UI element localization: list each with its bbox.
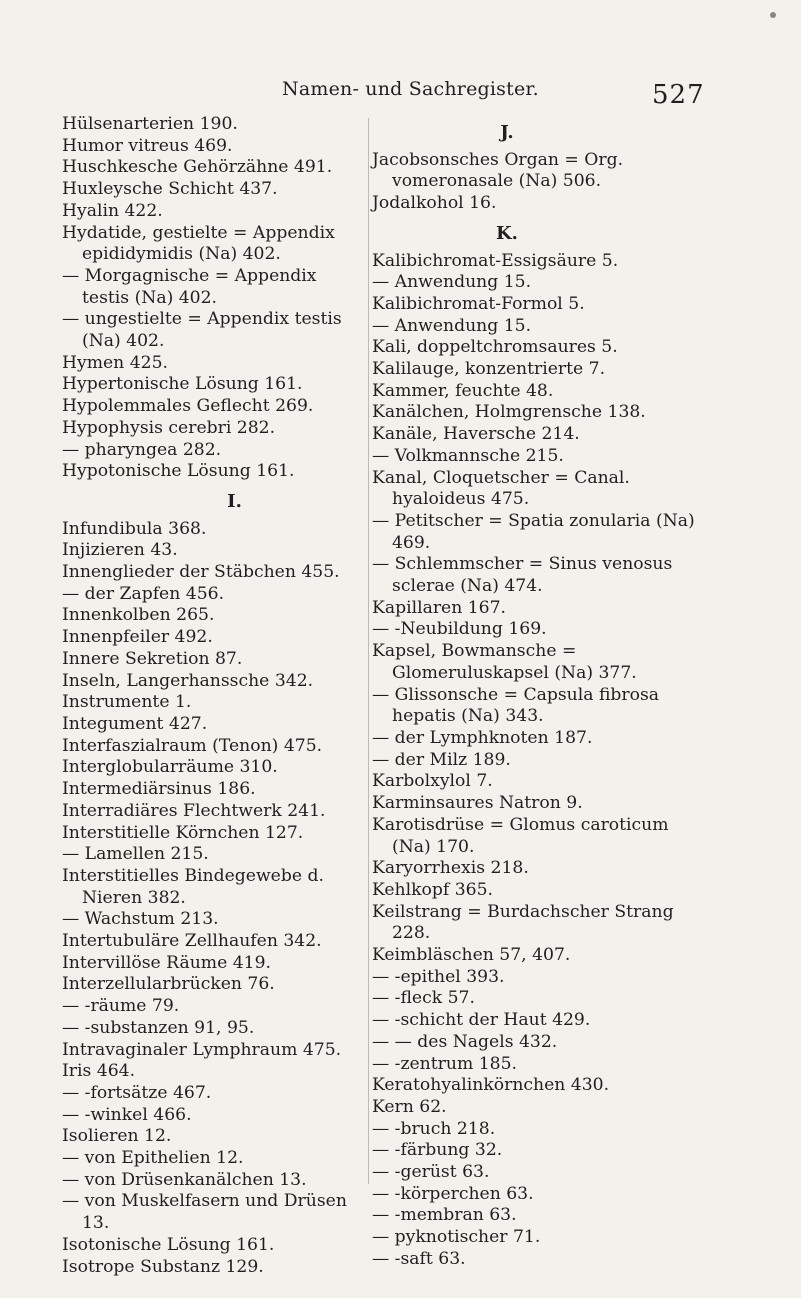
index-entry: Innenkolben 265. bbox=[62, 605, 215, 626]
index-entry: — ungestielte = Appendix testis (Na) 402. bbox=[62, 309, 342, 352]
index-entry: Intervillöse Räume 419. bbox=[62, 952, 272, 973]
index-entry: — pyknotischer 71. bbox=[372, 1227, 541, 1248]
index-entry: Hülsenarterien 190. bbox=[62, 114, 238, 134]
index-entry: Iris 464. bbox=[62, 1061, 136, 1082]
index-entry: Karminsaures Natron 9. bbox=[372, 793, 583, 814]
index-entry: — Morgagnische = Appendix testis (Na) 402. bbox=[62, 265, 317, 308]
index-entry: Isotonische Lösung 161. bbox=[62, 1234, 275, 1255]
index-entry: Kapsel, Bowmansche = Glomeruluskapsel (Na) 377. bbox=[372, 641, 637, 683]
index-entry: — -substanzen 91, 95. bbox=[62, 1017, 255, 1038]
index-entry: Innenglieder der Stäbchen 455. bbox=[62, 562, 340, 583]
index-entry: Kammer, feuchte 48. bbox=[372, 380, 554, 401]
index-entry: Intermediärsinus 186. bbox=[62, 779, 256, 800]
index-entry: — -schicht der Haut 429. bbox=[372, 1010, 591, 1031]
index-entry: — -körperchen 63. bbox=[372, 1183, 534, 1204]
index-entry: Interglobularräume 310. bbox=[62, 757, 278, 778]
index-entry: Interstitielle Körnchen 127. bbox=[62, 822, 304, 843]
index-entry: Kalilauge, konzentrierte 7. bbox=[372, 359, 606, 380]
index-entry: Keimbläschen 57, 407. bbox=[372, 945, 571, 966]
index-entry: Interradiäres Flechtwerk 241. bbox=[62, 800, 326, 821]
index-entry: Karbolxylol 7. bbox=[372, 771, 493, 792]
index-entry: Hyalin 422. bbox=[62, 200, 163, 221]
page-header bbox=[0, 78, 801, 108]
index-entry: — — des Nagels 432. bbox=[372, 1031, 558, 1052]
index-column-right bbox=[372, 114, 712, 1271]
index-entry: — -Neubildung 169. bbox=[372, 619, 547, 640]
index-entry: Keilstrang = Burdachscher Strang 228. bbox=[372, 901, 674, 944]
index-column-left bbox=[62, 114, 367, 1278]
index-entry: Hymen 425. bbox=[62, 352, 168, 373]
index-entry: Interstitielles Bindegewebe d. Nieren 382. bbox=[62, 865, 324, 908]
index-entry: Kalibichromat-Essigsäure 5. bbox=[372, 250, 619, 271]
index-entry: — Lamellen 215. bbox=[62, 844, 209, 865]
index-entry: — Petitscher = Spatia zonularia (Na) 469. bbox=[372, 510, 695, 553]
index-entry: Isolieren 12. bbox=[62, 1126, 172, 1147]
index-entry: — pharyngea 282. bbox=[62, 439, 222, 460]
index-entry: Injizieren 43. bbox=[62, 540, 178, 561]
index-entry: — Volkmannsche 215. bbox=[372, 445, 564, 466]
index-entry: Jodalkohol 16. bbox=[372, 193, 497, 214]
index-entry: Hydatide, gestielte = Appendix epididymidis (Na) 402. bbox=[62, 222, 335, 265]
ink-dot bbox=[770, 12, 776, 18]
index-entry: Kanälchen, Holmgrensche 138. bbox=[372, 402, 646, 423]
index-entry: Kehlkopf 365. bbox=[372, 879, 493, 900]
index-entry: Huschkesche Gehörzähne 491. bbox=[62, 157, 333, 178]
index-entry: — -saft 63. bbox=[372, 1248, 466, 1269]
running-title: Namen- und Sachregister. bbox=[282, 78, 539, 100]
index-entry: — der Milz 189. bbox=[372, 749, 511, 770]
index-entry: — Anwendung 15. bbox=[372, 315, 532, 336]
section-letter: J. bbox=[500, 122, 514, 143]
index-entry: Hypotonische Lösung 161. bbox=[62, 461, 295, 482]
index-entry: — -räume 79. bbox=[62, 996, 180, 1017]
index-entry: Keratohyalinkörnchen 430. bbox=[372, 1075, 610, 1096]
index-entry: Kapillaren 167. bbox=[372, 597, 507, 618]
index-entry: Intertubuläre Zellhaufen 342. bbox=[62, 931, 322, 952]
index-entry: — Wachstum 213. bbox=[62, 909, 219, 930]
index-entry: Integument 427. bbox=[62, 713, 208, 734]
index-entry: Instrumente 1. bbox=[62, 692, 192, 713]
index-entry: — -epithel 393. bbox=[372, 966, 505, 987]
index-entry: — -gerüst 63. bbox=[372, 1162, 490, 1183]
index-entry: Karyorrhexis 218. bbox=[372, 858, 529, 879]
index-entry: — von Epithelien 12. bbox=[62, 1148, 244, 1169]
index-entry: — -membran 63. bbox=[372, 1205, 517, 1226]
index-entry: Inseln, Langerhanssche 342. bbox=[62, 670, 314, 691]
index-entry: Isotrope Substanz 129. bbox=[62, 1256, 264, 1277]
index-entry: — Glissonsche = Capsula fibrosa hepatis (Na) 343. bbox=[372, 684, 660, 727]
index-entry: — Schlemmscher = Sinus venosus sclerae (Na) 474. bbox=[372, 554, 673, 597]
index-entry: Kanäle, Haversche 214. bbox=[372, 424, 580, 445]
index-entry: Kalibichromat-Formol 5. bbox=[372, 293, 585, 314]
index-entry: — -fleck 57. bbox=[372, 988, 475, 1009]
page-number: 527 bbox=[652, 80, 705, 110]
index-entry: Kali, doppeltchromsaures 5. bbox=[372, 337, 618, 358]
index-entry: — -zentrum 185. bbox=[372, 1053, 517, 1074]
index-entry: Innenpfeiler 492. bbox=[62, 627, 213, 648]
index-entry: Intravaginaler Lymphraum 475. bbox=[62, 1039, 342, 1060]
index-entry: — -bruch 218. bbox=[372, 1118, 496, 1139]
index-entry: — der Zapfen 456. bbox=[62, 583, 225, 604]
index-entry: — von Muskelfasern und Drüsen 13. bbox=[62, 1191, 347, 1234]
section-letter: I. bbox=[227, 490, 242, 512]
index-entry: — von Drüsenkanälchen 13. bbox=[62, 1169, 307, 1190]
index-entry: — -fortsätze 467. bbox=[62, 1082, 212, 1103]
index-entry: Karotisdrüse = Glomus caroticum (Na) 170. bbox=[372, 814, 669, 857]
index-entry: — Anwendung 15. bbox=[372, 272, 532, 293]
index-entry: Humor vitreus 469. bbox=[62, 135, 233, 156]
index-entry: Infundibula 368. bbox=[62, 518, 207, 539]
index-entry: Innere Sekretion 87. bbox=[62, 648, 243, 669]
index-entry: Kern 62. bbox=[372, 1096, 447, 1117]
index-entry: — -färbung 32. bbox=[372, 1140, 503, 1161]
index-entry: Hypolemmales Geflecht 269. bbox=[62, 396, 314, 417]
column-divider bbox=[368, 118, 369, 1184]
index-entry: — -winkel 466. bbox=[62, 1104, 192, 1125]
index-entry: Jacobsonsches Organ = Org. vomeronasale (Na) 506. bbox=[372, 149, 624, 192]
index-entry: Hypertonische Lösung 161. bbox=[62, 374, 303, 395]
index-entry: — der Lymphknoten 187. bbox=[372, 727, 593, 748]
index-entry: Hypophysis cerebri 282. bbox=[62, 417, 276, 438]
index-entry: Huxleysche Schicht 437. bbox=[62, 179, 278, 200]
index-entry: Interzellularbrücken 76. bbox=[62, 974, 275, 995]
index-entry: Kanal, Cloquetscher = Canal. hyaloideus 475. bbox=[372, 467, 630, 510]
section-letter: K. bbox=[496, 222, 518, 244]
index-entry: Interfaszialraum (Tenon) 475. bbox=[62, 735, 323, 756]
